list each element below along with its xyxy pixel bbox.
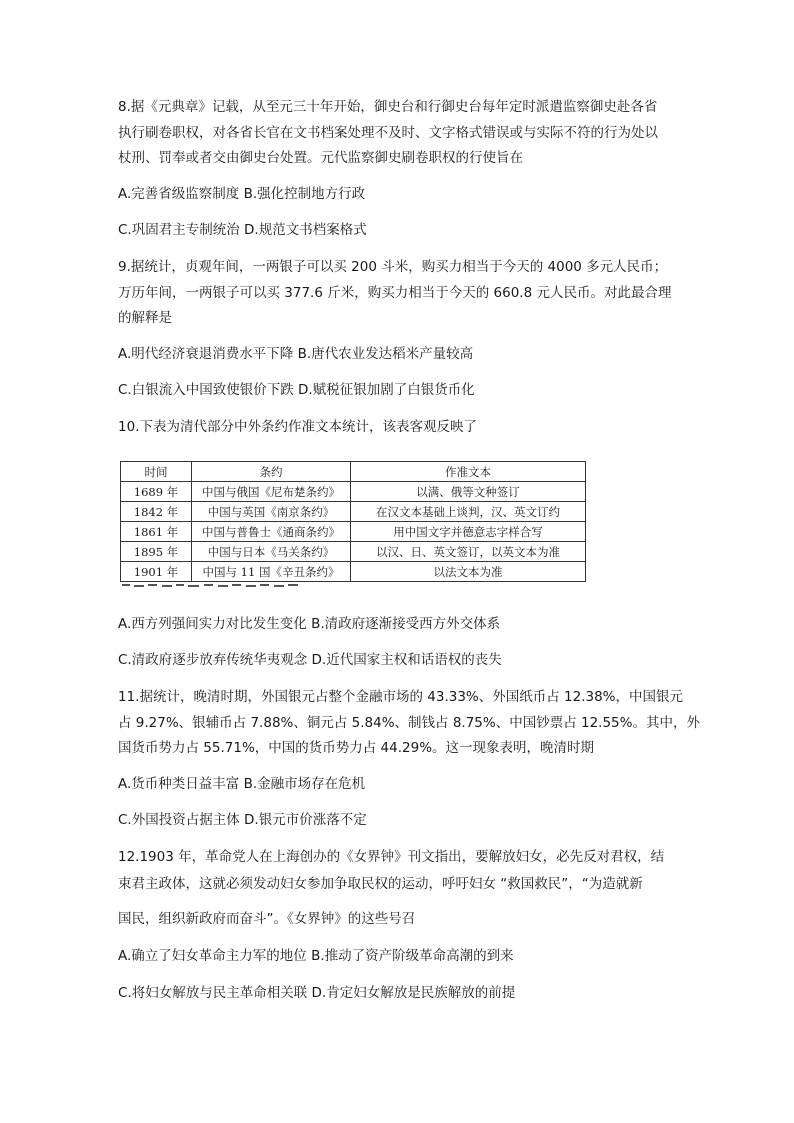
table-cell-text: 用中国文字并德意志字样合写: [351, 522, 586, 542]
question-8-options-cd: C.巩固君主专制统治 D.规范文书档案格式: [118, 222, 367, 238]
treaty-table: [120, 461, 586, 582]
table-row: [121, 562, 586, 582]
column-header-treaty: 条约: [192, 462, 351, 482]
question-11-options-ab: A.货币种类日益丰富 B.金融市场存在危机: [118, 776, 366, 792]
table-row: [121, 542, 586, 562]
table-cell-time: 1689 年: [121, 482, 192, 502]
table-cell-text: 在汉文本基础上谈判，汉、英文订约: [351, 502, 586, 522]
table-cell-treaty: 中国与日本《马关条约》: [192, 542, 351, 562]
table-cell-text: 以汉、日、英文签订，以英文本为准: [351, 542, 586, 562]
table-cell-treaty: 中国与普鲁士《通商条约》: [192, 522, 351, 542]
question-12-options-cd: C.将妇女解放与民主革命相关联 D.肯定妇女解放是民族解放的前提: [118, 985, 516, 1001]
clipped-caption-remnant: [122, 584, 322, 590]
question-10-options-ab: A.西方列强间实力对比发生变化 B.清政府逐渐接受西方外交体系: [118, 616, 501, 632]
question-8-stem-line-3: 杖刑、罚奉或者交由御史台处置。元代监察御史刷卷职权的行使旨在: [118, 150, 523, 166]
question-8-stem-line-2: 执行刷卷职权，对各省长官在文书档案处理不及时、文字格式错误或与实际不符的行为处以: [118, 125, 658, 141]
table-cell-treaty: 中国与俄国《尼布楚条约》: [192, 482, 351, 502]
question-8-stem-line-1: 8.据《元典章》记载，从至元三十年开始，御史台和行御史台每年定时派遣监察御史赴各省: [118, 99, 658, 115]
question-11-options-cd: C.外国投资占据主体 D.银元市价涨落不定: [118, 812, 367, 828]
column-header-authentic-text: 作准文本: [351, 462, 586, 482]
table-row: [121, 502, 586, 522]
table-row: [121, 482, 586, 502]
table-cell-time: 1901 年: [121, 562, 192, 582]
table-cell-time: 1842 年: [121, 502, 192, 522]
table-cell-treaty: 中国与英国《南京条约》: [192, 502, 351, 522]
table-row: [121, 522, 586, 542]
table-cell-text: 以满、俄等文种签订: [351, 482, 586, 502]
treaty-table-header-row: [121, 462, 586, 482]
question-9-stem-line-2: 万历年间，一两银子可以买 377.6 斤米，购买力相当于今天的 660.8 元人民币。对此最合理: [118, 285, 672, 301]
question-11-stem-line-3: 国货币势力占 55.71%，中国的货币势力占 44.29%。这一现象表明，晚清时期: [118, 740, 595, 756]
question-9-options-ab: A.明代经济衰退消费水平下降 B.唐代农业发达稻米产量较高: [118, 346, 474, 362]
question-12-options-ab: A.确立了妇女革命主力军的地位 B.推动了资产阶级革命高潮的到来: [118, 948, 514, 964]
question-8-options-ab: A.完善省级监察制度 B.强化控制地方行政: [118, 186, 366, 202]
question-11-stem-line-1: 11.据统计，晚清时期，外国银元占整个金融市场的 43.33%、外国纸币占 12.38%，中国银元: [118, 689, 684, 705]
table-cell-text: 以法文本为准: [351, 562, 586, 582]
question-9-stem-line-3: 的解释是: [118, 310, 172, 326]
table-cell-treaty: 中国与 11 国《辛丑条约》: [192, 562, 351, 582]
column-header-time: 时间: [121, 462, 192, 482]
question-9-options-cd: C.白银流入中国致使银价下跌 D.赋税征银加剧了白银货币化: [118, 382, 475, 398]
table-cell-time: 1895 年: [121, 542, 192, 562]
table-cell-time: 1861 年: [121, 522, 192, 542]
question-10-stem: 10.下表为清代部分中外条约作准文本统计，该表客观反映了: [118, 419, 477, 435]
question-12-stem-line-2: 束君主政体，这就必须发动妇女参加争取民权的运动，呼吁妇女 “救国救民”，“为造就新: [118, 876, 643, 892]
question-9-stem-line-1: 9.据统计，贞观年间，一两银子可以买 200 斗米，购买力相当于今天的 4000 多元人民币；: [118, 259, 668, 275]
question-10-options-cd: C.清政府逐步放弃传统华夷观念 D.近代国家主权和话语权的丧失: [118, 652, 502, 668]
question-12-stem-line-3: 国民，组织新政府而奋斗”。《女界钟》的这些号召: [118, 911, 416, 927]
question-12-stem-line-1: 12.1903 年，革命党人在上海创办的《女界钟》刊文指出，要解放妇女，必先反对君权，结: [118, 849, 665, 865]
question-11-stem-line-2: 占 9.27%、银辅币占 7.88%、铜元占 5.84%、制钱占 8.75%、中国钞票占 12.55%。其中，外: [118, 715, 700, 731]
